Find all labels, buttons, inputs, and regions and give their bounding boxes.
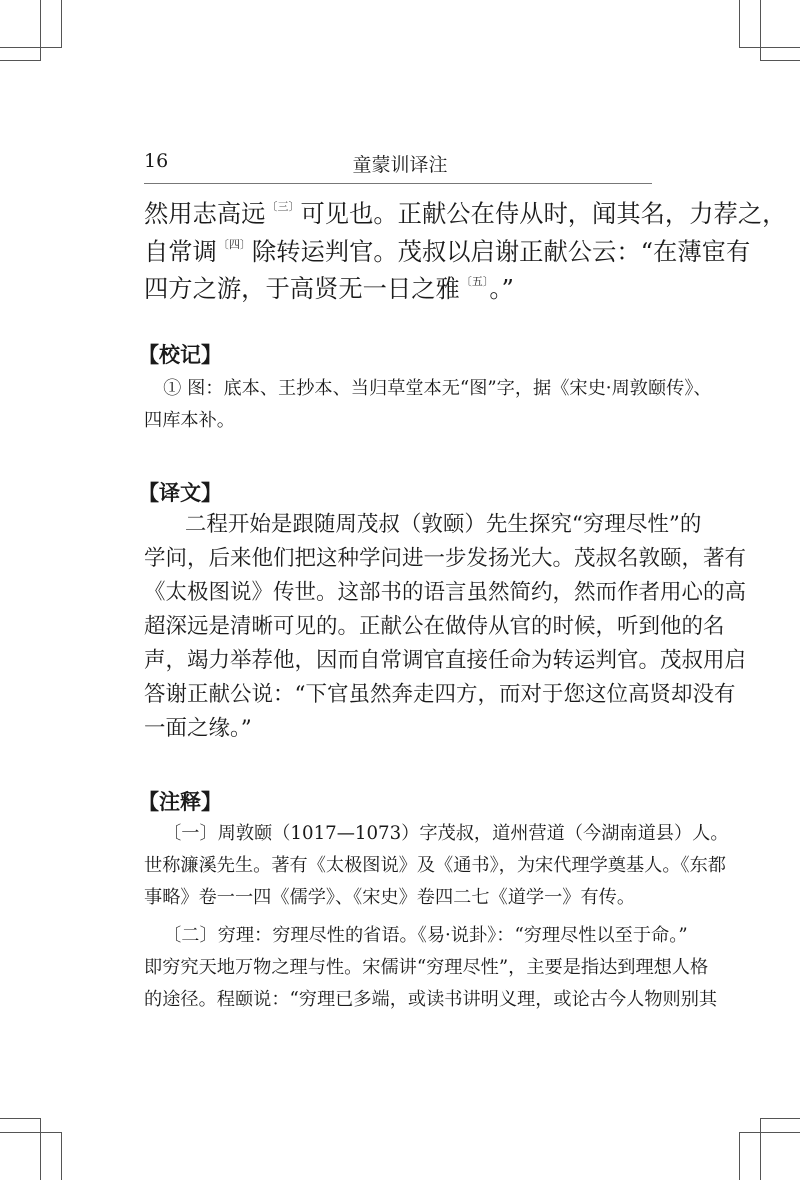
crop-mark-top-right-v2 <box>760 0 761 60</box>
note-line: 即穷究天地万物之理与性。宋儒讲“穷理尽性”，主要是指达到理想人格 <box>144 957 709 978</box>
translation-line: 答谢正献公说：“下官虽然奔走四方，而对于您这位高贤却没有 <box>144 682 736 707</box>
main-text-line: 自常调$^{〔四〕}$除转运判官。茂叔以启谢正献公云：“在薄宦有 <box>144 236 751 266</box>
footnote-marker[interactable]: 〔三〕 <box>266 200 300 213</box>
translation-line: 一面之缘。” <box>144 716 252 741</box>
crop-mark-top-left-h2 <box>0 60 41 61</box>
crop-mark-bottom-left-h <box>0 1132 62 1133</box>
translation-line: 超深远是清晰可见的。正献公在做侍从官的时候，听到他的名 <box>144 614 725 639</box>
page-number: 16 <box>144 150 169 172</box>
translation-line: 《太极图说》传世。这部书的语言虽然简约，然而作者用心的高 <box>144 580 747 605</box>
crop-mark-bottom-right-v <box>739 1132 740 1180</box>
crop-mark-bottom-right-v2 <box>760 1118 761 1180</box>
section-heading-yiwen: 【译文】 <box>138 481 222 505</box>
crop-mark-bottom-left-h2 <box>0 1118 41 1119</box>
note-line: 的途径。程颐说：“穷理已多端，或读书讲明义理，或论古今人物则别其 <box>144 989 718 1010</box>
main-text-line: 然用志高远$^{〔三〕}$可见也。正献公在侍从时，闻其名，力荐之， <box>144 199 787 228</box>
crop-mark-top-left-h <box>0 47 62 48</box>
jiaoji-line: ① 图：底本、王抄本、当归草堂本无“图”字，据《宋史·周敦颐传》、 <box>163 378 712 399</box>
crop-mark-bottom-left-v2 <box>40 1118 41 1180</box>
jiaoji-text <box>144 373 712 437</box>
translation-line: 声，竭力举荐他，因而自常调官直接任命为转运判官。茂叔用启 <box>144 648 747 673</box>
crop-mark-top-right-h2 <box>760 60 800 61</box>
crop-mark-top-left-v <box>61 0 62 48</box>
crop-mark-top-left-v2 <box>40 0 41 60</box>
main-text-continuation <box>144 195 787 308</box>
footnote-marker[interactable]: 〔五〕 <box>460 275 489 288</box>
crop-mark-bottom-right-h <box>739 1132 800 1133</box>
crop-mark-bottom-right-h2 <box>760 1118 800 1119</box>
crop-mark-top-right-v <box>739 0 740 48</box>
note-line: 〔一〕周敦颐（1017—1073）字茂叔，道州营道（今湖南道县）人。 <box>163 823 729 844</box>
running-title: 童蒙训译注 <box>352 154 448 176</box>
main-text-line: 四方之游，于高贤无一日之雅$^{〔五〕}$。” <box>144 274 514 303</box>
note-line: 世称濂溪先生。著有《太极图说》及《通书》，为宋代理学奠基人。《东都 <box>144 855 726 876</box>
section-heading-jiaoji: 【校记】 <box>138 343 222 367</box>
translation-line: 学问，后来他们把这种学问进一步发扬光大。茂叔名敦颐，著有 <box>144 546 747 571</box>
note-line: 事略》卷一一四《儒学》、《宋史》卷四二七《道学一》有传。 <box>144 887 636 908</box>
crop-mark-top-right-h <box>739 47 800 48</box>
note-1 <box>144 818 729 914</box>
footnote-marker[interactable]: 〔四〕 <box>217 237 251 251</box>
header-rule <box>144 183 652 184</box>
note-2 <box>144 920 718 1016</box>
note-line: 〔二〕穷理：穷理尽性的省语。《易·说卦》：“穷理尽性以至于命。” <box>163 925 688 946</box>
translation-text <box>144 508 747 746</box>
crop-mark-bottom-left-v <box>61 1132 62 1180</box>
jiaoji-line: 四库本补。 <box>144 410 235 431</box>
section-heading-zhushi: 【注释】 <box>138 790 222 814</box>
translation-line: 二程开始是跟随周茂叔（敦颐）先生探究“穷理尽性”的 <box>184 512 702 537</box>
